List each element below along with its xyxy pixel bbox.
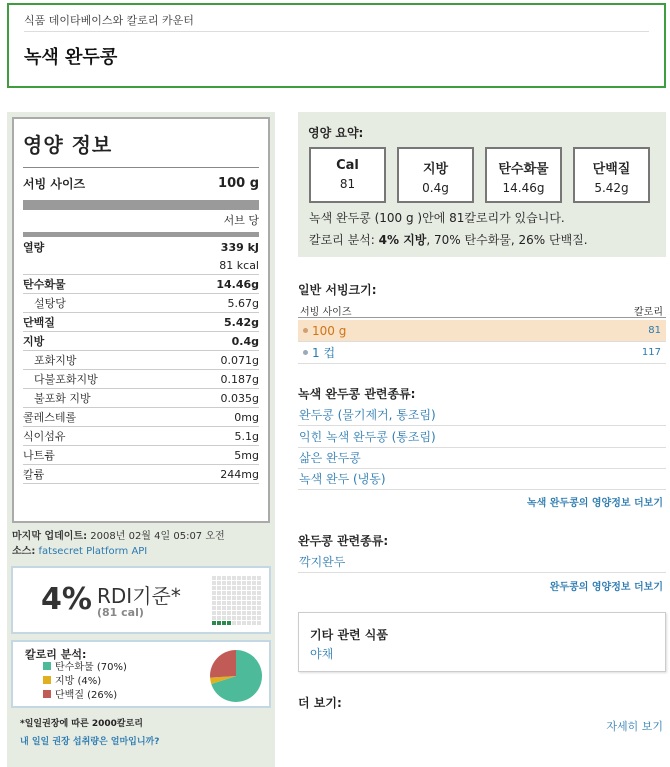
more-peas-link[interactable]: 완두콩의 영양정보 더보기 <box>549 582 663 593</box>
nutrition-summary <box>298 112 666 257</box>
related-green-title: 녹색 완두콩 관련종류: <box>298 387 416 401</box>
nutrient-value: 0.187g <box>220 372 259 386</box>
breakdown-suffix: , 70% 탄수화물, 26% 단백질. <box>426 233 588 247</box>
rdi-cell <box>252 596 256 600</box>
rdi-cell <box>227 606 231 610</box>
rdi-cell <box>257 616 261 620</box>
rdi-cell <box>252 581 256 585</box>
nutrient-row-polyunsaturated-fat <box>23 370 259 389</box>
related-link[interactable]: 녹색 완두 (냉동) <box>298 469 666 490</box>
rdi-cell <box>257 621 261 625</box>
more-green-pea-link[interactable]: 녹색 완두콩의 영양정보 더보기 <box>526 498 663 509</box>
nutrient-label: 식이섬유 <box>23 430 66 443</box>
rdi-cell <box>222 576 226 580</box>
rdi-cell <box>222 611 226 615</box>
rdi-cell <box>237 581 241 585</box>
header-divider <box>24 31 649 32</box>
rdi-cell <box>232 576 236 580</box>
see-more-title: 더 보기: <box>298 696 342 710</box>
breakdown-prefix: 칼로리 분석: <box>309 233 379 247</box>
nutrient-value: 5.42g <box>223 315 259 329</box>
summary-breakdown-sentence <box>309 231 588 248</box>
legend-label: 단백질 (26%) <box>55 690 118 701</box>
rdi-cell <box>242 586 246 590</box>
daily-intake-link[interactable]: 내 일일 권장 섭취량은 얼마입니까? <box>20 737 160 747</box>
summary-box-carbs <box>485 147 562 203</box>
rdi-cell <box>247 611 251 615</box>
nutrient-row-sodium <box>23 446 259 465</box>
related-link[interactable]: 삶은 완두콩 <box>298 448 666 469</box>
rdi-cell <box>232 601 236 605</box>
page-header <box>7 3 666 88</box>
rdi-cell <box>222 596 226 600</box>
rdi-cell <box>247 621 251 625</box>
rdi-cell <box>242 616 246 620</box>
serving-calories: 117 <box>641 347 661 358</box>
breakdown-legend <box>43 661 127 703</box>
rdi-cell <box>247 586 251 590</box>
rdi-cell <box>257 576 261 580</box>
other-foods-link[interactable]: 야채 <box>310 647 334 661</box>
rdi-grid <box>212 576 260 626</box>
rdi-cell <box>217 616 221 620</box>
rdi-cell <box>212 591 216 595</box>
rdi-cell <box>247 616 251 620</box>
nutrient-value: 5mg <box>234 448 259 462</box>
nutrient-label: 다불포화지방 <box>34 373 98 386</box>
box-value: 0.4g <box>422 181 449 195</box>
rdi-cell <box>212 606 216 610</box>
divider <box>298 317 666 318</box>
rdi-cell <box>227 596 231 600</box>
legend-item-carbs <box>43 661 127 675</box>
rdi-cell <box>257 586 261 590</box>
rdi-cell <box>237 591 241 595</box>
energy-kcal-row <box>23 257 259 275</box>
related-peas-title: 완두콩 관련종류: <box>298 534 389 548</box>
bullet-icon <box>303 328 308 333</box>
rdi-cell <box>227 586 231 590</box>
rdi-cell <box>252 576 256 580</box>
summary-box-cal <box>309 147 386 203</box>
swatch <box>43 676 51 684</box>
rdi-cell <box>237 616 241 620</box>
other-foods-title: 기타 관련 식품 <box>310 628 388 642</box>
nutrient-row-potassium <box>23 465 259 484</box>
rdi-cell <box>232 596 236 600</box>
rdi-cell <box>242 601 246 605</box>
rdi-cell <box>227 621 231 625</box>
rdi-cell <box>217 596 221 600</box>
rdi-cell <box>257 581 261 585</box>
nutrient-label: 단백질 <box>23 316 55 329</box>
rdi-cell <box>227 576 231 580</box>
rdi-cell <box>227 601 231 605</box>
rdi-cell <box>222 606 226 610</box>
rdi-cell <box>247 591 251 595</box>
box-key: 단백질 <box>592 162 631 177</box>
breakdown-fat: 4% 지방 <box>378 233 427 247</box>
swatch <box>43 690 51 698</box>
rdi-cell <box>217 581 221 585</box>
rdi-cell <box>257 606 261 610</box>
servings-col-cal: 칼로리 <box>634 307 663 318</box>
calorie-pie-chart <box>208 648 264 704</box>
pie-slice <box>210 650 236 678</box>
box-value: 5.42g <box>594 181 629 195</box>
rdi-cell <box>232 616 236 620</box>
nutrient-row-saturated-fat <box>23 351 259 370</box>
legend-label: 지방 (4%) <box>55 676 102 687</box>
footnote <box>20 715 159 751</box>
rdi-cell <box>227 611 231 615</box>
nutrient-row-carbs <box>23 275 259 294</box>
legend-item-fat <box>43 675 127 689</box>
rdi-cell <box>252 601 256 605</box>
rdi-cell <box>242 611 246 615</box>
serving-calories: 81 <box>648 325 661 336</box>
rdi-cell <box>217 621 221 625</box>
box-value: 14.46g <box>502 181 545 195</box>
footnote-note: *일일권장에 따른 2000칼로리 <box>20 719 143 729</box>
nutrient-value: 0.4g <box>231 334 259 348</box>
rdi-percent: 4% <box>41 582 92 617</box>
rdi-cell <box>237 611 241 615</box>
rdi-cell <box>212 621 216 625</box>
rdi-cell <box>237 576 241 580</box>
nutrient-label: 탄수화물 <box>23 278 66 291</box>
rdi-cell <box>242 591 246 595</box>
last-updated <box>12 529 225 544</box>
rdi-cell <box>212 576 216 580</box>
rdi-cell <box>217 606 221 610</box>
nutrient-row-fiber <box>23 427 259 446</box>
rdi-cell <box>242 606 246 610</box>
rdi-cell <box>237 601 241 605</box>
summary-box-fat <box>397 147 474 203</box>
nutrient-label: 칼륨 <box>23 468 45 481</box>
nutrient-label: 나트륨 <box>23 449 55 462</box>
rdi-cell <box>232 591 236 595</box>
see-more-link[interactable]: 자세히 보기 <box>606 720 663 733</box>
rdi-cell <box>217 601 221 605</box>
nutrient-label: 포화지방 <box>34 354 77 367</box>
rdi-cell <box>227 581 231 585</box>
rdi-cell <box>227 616 231 620</box>
serving-row[interactable] <box>298 320 666 342</box>
box-key: 지방 <box>422 162 449 177</box>
rdi-cell <box>257 601 261 605</box>
source-meta <box>12 529 225 559</box>
energy-kj: 339 kJ <box>220 240 259 254</box>
nutrition-heading: 영양 정보 <box>23 133 113 157</box>
servings-col-size: 서빙 사이즈 <box>300 307 352 318</box>
nutrient-label: 설탕당 <box>34 297 66 310</box>
rdi-cell <box>242 576 246 580</box>
summary-box-protein <box>573 147 650 203</box>
rdi-panel <box>11 566 271 634</box>
rdi-cell <box>217 586 221 590</box>
serving-size-row <box>23 168 259 198</box>
breadcrumb[interactable]: 식품 데이타베이스와 칼로리 카운터 <box>24 14 194 27</box>
last-updated-label: 마지막 업데이트: <box>12 531 88 542</box>
rdi-cell <box>257 591 261 595</box>
nutrient-value: 5.1g <box>234 429 259 443</box>
other-foods-panel <box>298 612 666 672</box>
last-updated-value: 2008년 02월 4일 05:07 오전 <box>90 531 225 542</box>
rdi-cell <box>212 616 216 620</box>
source-link[interactable]: fatsecret Platform API <box>38 546 148 557</box>
nutrient-value: 0.071g <box>220 353 259 367</box>
serving-size: 1 컵 <box>312 346 336 360</box>
rdi-cell <box>237 621 241 625</box>
related-link[interactable]: 깍지완두 <box>298 552 666 573</box>
related-link[interactable]: 완두콩 (물기제거, 통조림) <box>298 405 666 426</box>
box-value: 81 <box>339 177 356 191</box>
rdi-calories: (81 cal) <box>97 606 144 619</box>
breakdown-title: 칼로리 분석: <box>25 648 87 661</box>
rdi-cell <box>247 606 251 610</box>
rdi-cell <box>247 576 251 580</box>
rdi-cell <box>252 591 256 595</box>
source-label: 소스: <box>12 546 36 557</box>
rdi-cell <box>232 611 236 615</box>
serving-size: 100 g <box>312 323 347 338</box>
rdi-label: RDI기준* <box>97 584 181 608</box>
energy-row <box>23 237 259 257</box>
legend-item-protein <box>43 689 127 703</box>
nutrient-value: 14.46g <box>216 277 259 291</box>
rdi-cell <box>232 586 236 590</box>
rdi-cell <box>212 601 216 605</box>
rdi-cell <box>247 596 251 600</box>
serving-row[interactable] <box>298 342 666 364</box>
nutrient-row-fat <box>23 332 259 351</box>
nutrient-label: 지방 <box>23 335 45 348</box>
rdi-cell <box>242 621 246 625</box>
divider-thick <box>23 200 259 210</box>
nutrient-row-cholesterol <box>23 408 259 427</box>
rdi-cell <box>222 586 226 590</box>
servings-title: 일반 서빙크기: <box>298 283 377 297</box>
rdi-cell <box>232 606 236 610</box>
nutrient-label: 콜레스테롤 <box>23 411 77 424</box>
nutrient-value: 0mg <box>234 410 259 424</box>
legend-label: 탄수화물 (70%) <box>55 662 127 673</box>
rdi-cell <box>222 621 226 625</box>
rdi-cell <box>252 621 256 625</box>
left-column <box>7 112 275 767</box>
box-key: 탄수화물 <box>498 162 549 177</box>
rdi-cell <box>247 581 251 585</box>
rdi-cell <box>237 606 241 610</box>
nutrition-facts-panel <box>12 117 270 523</box>
swatch <box>43 662 51 670</box>
rdi-cell <box>212 596 216 600</box>
rdi-cell <box>212 611 216 615</box>
rdi-cell <box>217 576 221 580</box>
serving-size-value: 100 g <box>218 175 259 191</box>
nutrient-value: 0.035g <box>220 391 259 405</box>
summary-title: 영양 요약: <box>308 126 364 140</box>
rdi-cell <box>252 616 256 620</box>
nutrient-label: 불포화 지방 <box>34 392 91 405</box>
rdi-cell <box>242 596 246 600</box>
rdi-cell <box>222 616 226 620</box>
per-serving-label: 서브 당 <box>223 214 259 227</box>
rdi-cell <box>252 611 256 615</box>
nutrient-row-unsaturated-fat <box>23 389 259 408</box>
rdi-cell <box>257 611 261 615</box>
related-link[interactable]: 익힌 녹색 완두콩 (통조림) <box>298 427 666 448</box>
summary-sentence: 녹색 완두콩 (100 g )안에 81칼로리가 있습니다. <box>309 211 565 225</box>
rdi-cell <box>232 581 236 585</box>
rdi-cell <box>237 596 241 600</box>
bullet-icon <box>303 350 308 355</box>
nutrient-row-sugar <box>23 294 259 313</box>
rdi-cell <box>227 591 231 595</box>
rdi-cell <box>222 591 226 595</box>
nutrient-value: 5.67g <box>227 296 259 310</box>
rdi-cell <box>217 611 221 615</box>
rdi-cell <box>212 586 216 590</box>
rdi-cell <box>247 601 251 605</box>
rdi-cell <box>232 621 236 625</box>
rdi-cell <box>212 581 216 585</box>
nutrient-row-protein <box>23 313 259 332</box>
rdi-cell <box>257 596 261 600</box>
rdi-cell <box>217 591 221 595</box>
rdi-cell <box>237 586 241 590</box>
rdi-cell <box>252 586 256 590</box>
rdi-cell <box>222 581 226 585</box>
calorie-breakdown-panel <box>11 640 271 708</box>
box-key: Cal <box>336 158 359 173</box>
serving-size-label: 서빙 사이즈 <box>23 176 86 191</box>
rdi-cell <box>242 581 246 585</box>
source <box>12 544 225 559</box>
nutrient-value: 244mg <box>220 467 259 481</box>
rdi-cell <box>252 606 256 610</box>
servings-header <box>298 303 666 318</box>
rdi-cell <box>222 601 226 605</box>
energy-label: 열량 <box>23 241 45 254</box>
energy-kcal: 81 kcal <box>219 259 259 272</box>
page-title: 녹색 완두콩 <box>24 47 118 68</box>
